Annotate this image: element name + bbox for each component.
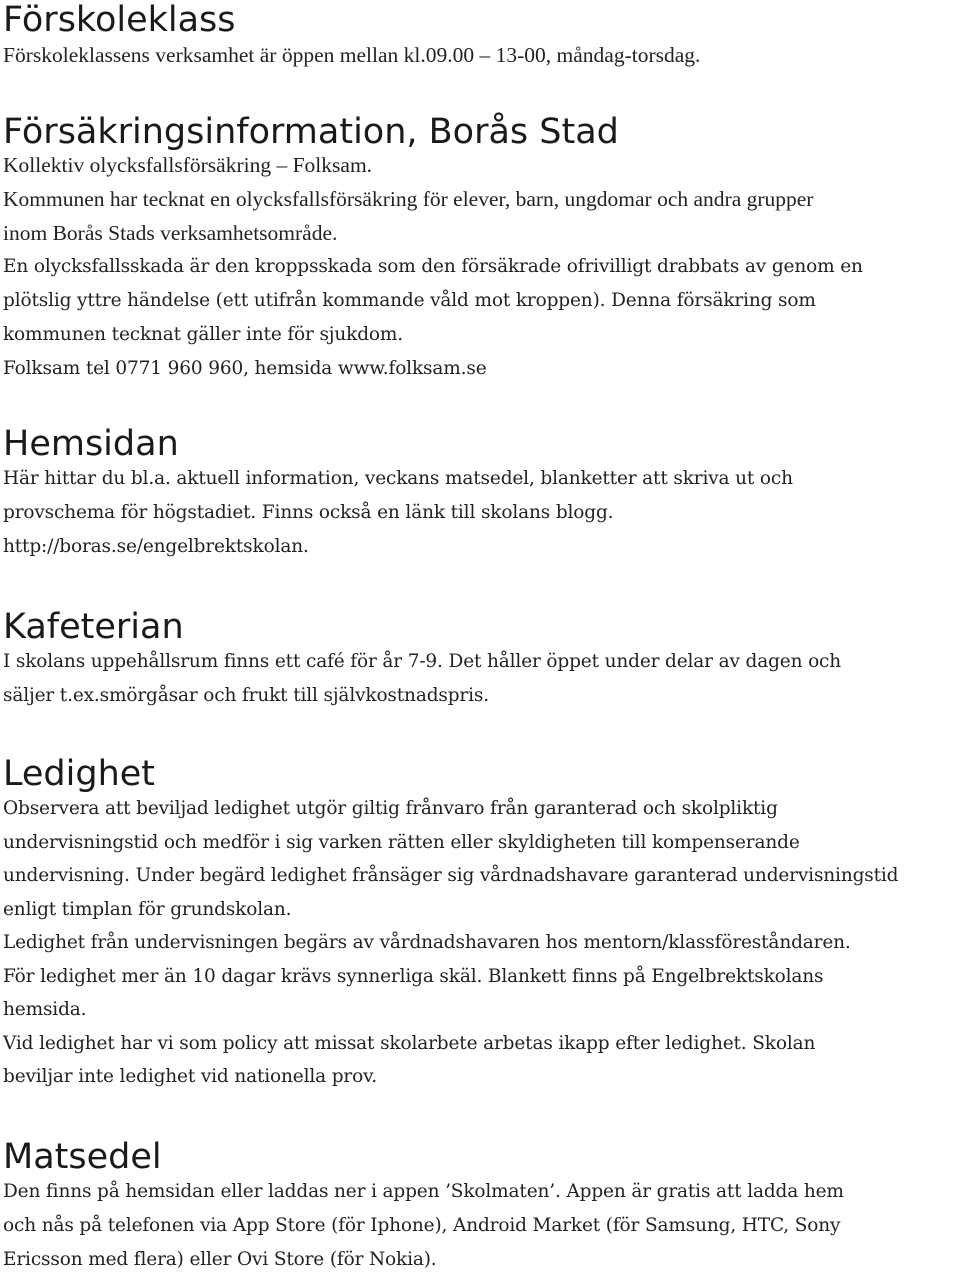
ledighet-line-2: undervisningstid och medför i sig varken rätten eller skyldigheten till kompenserande	[3, 831, 800, 853]
forskoleklass-line-1: Förskoleklassens verksamhet är öppen mellan kl.09.00 – 13-00, måndag-torsdag.	[3, 43, 701, 67]
section-forskoleklass	[3, 0, 958, 72]
ledighet-line-7: hemsida.	[3, 999, 87, 1020]
section-kafeterian	[3, 607, 958, 713]
hemsidan-line-1: Här hittar du bl.a. aktuell information, veckans matsedel, blanketter att skriva ut och	[3, 468, 793, 489]
heading-forskoleklass: Förskoleklass	[3, 0, 236, 40]
hemsidan-line-2: provschema för högstadiet. Finns också en länk till skolans blogg.	[3, 502, 614, 523]
ledighet-line-9: beviljar inte ledighet vid nationella prov.	[3, 1066, 377, 1087]
heading-kafeterian: Kafeterian	[3, 607, 184, 647]
heading-hemsidan: Hemsidan	[3, 424, 179, 464]
hemsidan-line-3[interactable]: http://boras.se/engelbrektskolan.	[3, 536, 309, 557]
heading-matsedel: Matsedel	[3, 1137, 162, 1177]
ledighet-line-5: Ledighet från undervisningen begärs av vårdnadshavaren hos mentorn/klassföreståndaren.	[3, 932, 851, 953]
ledighet-line-1: Observera att beviljad ledighet utgör giltig frånvaro från garanterad och skolpliktig	[3, 798, 778, 819]
forsakring-line-5: plötslig yttre händelse (ett utifrån kommande våld mot kroppen). Denna försäkring som	[3, 290, 816, 311]
ledighet-line-4: enligt timplan för grundskolan.	[3, 898, 292, 920]
section-matsedel	[3, 1137, 958, 1277]
forsakring-line-4: En olycksfallsskada är den kroppsskada som den försäkrade ofrivilligt drabbats av genom en	[3, 256, 863, 277]
matsedel-line-2: och nås på telefonen via App Store (för Iphone), Android Market (för Samsung, HTC, Sony	[3, 1215, 841, 1236]
forsakring-line-1: Kollektiv olycksfallsförsäkring – Folksam.	[3, 153, 373, 177]
forsakring-line-7: Folksam tel 0771 960 960, hemsida www.folksam.se	[3, 358, 487, 379]
forsakring-line-2: Kommunen har tecknat en olycksfallsförsäkring för elever, barn, ungdomar och andra grupper	[3, 187, 814, 211]
section-hemsidan	[3, 424, 958, 564]
kafeterian-line-2: säljer t.ex.smörgåsar och frukt till självkostnadspris.	[3, 685, 489, 706]
ledighet-line-3: undervisning. Under begärd ledighet frånsäger sig vårdnadshavare garanterad undervisningstid	[3, 865, 899, 886]
matsedel-line-1: Den finns på hemsidan eller laddas ner i appen ’Skolmaten’. Appen är gratis att ladda hem	[3, 1181, 844, 1202]
heading-forsakring: Försäkringsinformation, Borås Stad	[3, 112, 619, 152]
forsakring-line-3: inom Borås Stads verksamhetsområde.	[3, 221, 338, 245]
matsedel-line-3: Ericsson med flera) eller Ovi Store (för Nokia).	[3, 1249, 437, 1270]
heading-ledighet: Ledighet	[3, 754, 156, 794]
section-ledighet	[3, 754, 958, 1094]
ledighet-line-8: Vid ledighet har vi som policy att missat skolarbete arbetas ikapp efter ledighet. Skolan	[3, 1032, 816, 1054]
kafeterian-line-1: I skolans uppehållsrum finns ett café för år 7-9. Det håller öppet under delar av dagen och	[3, 651, 842, 672]
forsakring-line-6: kommunen tecknat gäller inte för sjukdom.	[3, 324, 404, 345]
ledighet-line-6: För ledighet mer än 10 dagar krävs synnerliga skäl. Blankett finns på Engelbrektskolans	[3, 965, 824, 987]
section-forsakring	[3, 112, 958, 386]
